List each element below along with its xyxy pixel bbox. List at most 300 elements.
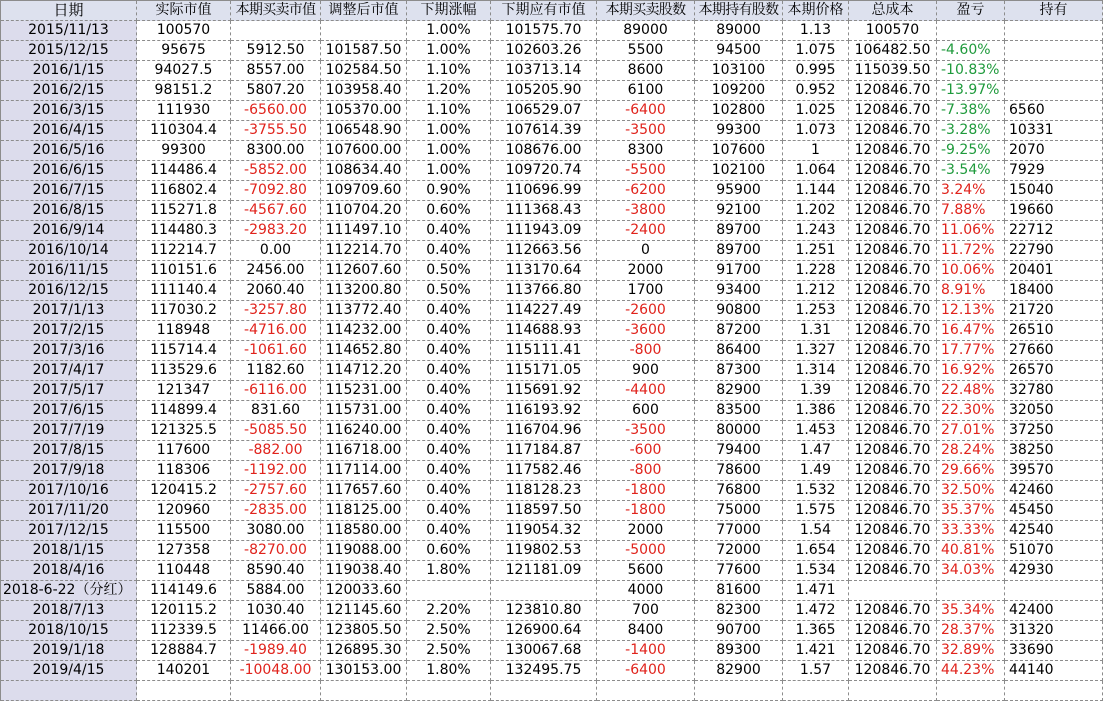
cell-date[interactable]: 2016/12/15 — [1, 281, 137, 301]
cell-trade-shares[interactable]: -4400 — [597, 381, 695, 401]
cell-holding[interactable]: 31320 — [1005, 621, 1103, 641]
cell-trade-shares[interactable]: -2600 — [597, 301, 695, 321]
cell-next-growth[interactable]: 0.40% — [407, 381, 491, 401]
cell-next-target-value[interactable]: 111368.43 — [491, 201, 597, 221]
cell-next-target-value[interactable]: 108676.00 — [491, 141, 597, 161]
cell-total-cost[interactable]: 120846.70 — [849, 661, 937, 681]
cell-profit-loss[interactable]: -4.60% — [937, 41, 1005, 61]
cell-holding[interactable]: 26510 — [1005, 321, 1103, 341]
cell-total-cost[interactable]: 120846.70 — [849, 281, 937, 301]
cell-trade-value[interactable]: -7092.80 — [231, 181, 321, 201]
cell-holding[interactable]: 38250 — [1005, 441, 1103, 461]
cell-adjusted-value[interactable]: 115731.00 — [321, 401, 407, 421]
cell-profit-loss[interactable]: 28.24% — [937, 441, 1005, 461]
cell-price[interactable]: 1.025 — [783, 101, 849, 121]
cell-adjusted-value[interactable]: 114712.20 — [321, 361, 407, 381]
cell-date[interactable]: 2016/2/15 — [1, 81, 137, 101]
cell-next-growth[interactable]: 1.00% — [407, 121, 491, 141]
cell-trade-value[interactable]: -1192.00 — [231, 461, 321, 481]
cell-actual-value[interactable]: 127358 — [137, 541, 231, 561]
cell-date[interactable]: 2015/12/15 — [1, 41, 137, 61]
cell-holding[interactable]: 20401 — [1005, 261, 1103, 281]
cell-trade-shares[interactable]: -3600 — [597, 321, 695, 341]
cell-trade-shares[interactable]: -6400 — [597, 661, 695, 681]
cell-total-cost[interactable]: 120846.70 — [849, 501, 937, 521]
header-next-target-value[interactable]: 下期应有市值 — [491, 1, 597, 21]
cell-profit-loss[interactable]: 32.89% — [937, 641, 1005, 661]
cell-held-shares[interactable]: 78600 — [695, 461, 783, 481]
cell-price[interactable]: 1.31 — [783, 321, 849, 341]
cell-next-growth[interactable]: 0.40% — [407, 501, 491, 521]
cell-actual-value[interactable]: 110448 — [137, 561, 231, 581]
cell-held-shares[interactable]: 81600 — [695, 581, 783, 601]
cell-trade-value[interactable]: -6560.00 — [231, 101, 321, 121]
cell-next-target-value[interactable]: 118597.50 — [491, 501, 597, 521]
cell-trade-shares[interactable]: -600 — [597, 441, 695, 461]
cell-total-cost[interactable]: 120846.70 — [849, 241, 937, 261]
cell-price[interactable]: 1.386 — [783, 401, 849, 421]
cell-next-target-value[interactable]: 115171.05 — [491, 361, 597, 381]
cell-total-cost[interactable]: 100570 — [849, 21, 937, 41]
cell-next-target-value[interactable]: 106529.07 — [491, 101, 597, 121]
cell-adjusted-value[interactable]: 112607.60 — [321, 261, 407, 281]
cell-price[interactable]: 1.13 — [783, 21, 849, 41]
cell-next-target-value[interactable]: 113766.80 — [491, 281, 597, 301]
cell-held-shares[interactable]: 89300 — [695, 641, 783, 661]
cell-trade-value[interactable]: -4567.60 — [231, 201, 321, 221]
cell-next-growth[interactable]: 1.00% — [407, 141, 491, 161]
cell-date[interactable]: 2016/3/15 — [1, 101, 137, 121]
cell-actual-value[interactable]: 115500 — [137, 521, 231, 541]
cell-trade-shares[interactable]: 4000 — [597, 581, 695, 601]
cell-profit-loss[interactable]: 32.50% — [937, 481, 1005, 501]
cell-trade-value[interactable]: 8590.40 — [231, 561, 321, 581]
cell-trade-value[interactable]: 3080.00 — [231, 521, 321, 541]
cell-trade-value[interactable]: -2835.00 — [231, 501, 321, 521]
cell-date[interactable]: 2019/4/15 — [1, 661, 137, 681]
cell-price[interactable]: 1.654 — [783, 541, 849, 561]
cell-price[interactable]: 1.471 — [783, 581, 849, 601]
cell-holding[interactable]: 45450 — [1005, 501, 1103, 521]
cell-next-target-value[interactable]: 103713.14 — [491, 61, 597, 81]
empty-cell[interactable] — [407, 681, 491, 701]
cell-profit-loss[interactable]: 11.72% — [937, 241, 1005, 261]
cell-date[interactable]: 2016/6/15 — [1, 161, 137, 181]
cell-profit-loss[interactable]: 28.37% — [937, 621, 1005, 641]
cell-price[interactable]: 1.57 — [783, 661, 849, 681]
cell-date[interactable]: 2019/1/18 — [1, 641, 137, 661]
cell-next-target-value[interactable]: 107614.39 — [491, 121, 597, 141]
cell-trade-shares[interactable]: -800 — [597, 461, 695, 481]
cell-profit-loss[interactable]: 16.92% — [937, 361, 1005, 381]
cell-total-cost[interactable]: 106482.50 — [849, 41, 937, 61]
cell-next-target-value[interactable]: 118128.23 — [491, 481, 597, 501]
cell-held-shares[interactable]: 76800 — [695, 481, 783, 501]
header-profit-loss[interactable]: 盈亏 — [937, 1, 1005, 21]
cell-trade-shares[interactable]: -1800 — [597, 501, 695, 521]
cell-next-target-value[interactable]: 119054.32 — [491, 521, 597, 541]
cell-trade-shares[interactable]: 8300 — [597, 141, 695, 161]
cell-actual-value[interactable]: 120115.2 — [137, 601, 231, 621]
cell-trade-shares[interactable]: 900 — [597, 361, 695, 381]
cell-total-cost[interactable]: 120846.70 — [849, 261, 937, 281]
cell-trade-shares[interactable]: -1800 — [597, 481, 695, 501]
cell-adjusted-value[interactable]: 116240.00 — [321, 421, 407, 441]
cell-next-growth[interactable] — [407, 581, 491, 601]
cell-adjusted-value[interactable]: 123805.50 — [321, 621, 407, 641]
cell-adjusted-value[interactable]: 120033.60 — [321, 581, 407, 601]
cell-actual-value[interactable]: 121325.5 — [137, 421, 231, 441]
cell-date[interactable]: 2016/4/15 — [1, 121, 137, 141]
cell-profit-loss[interactable]: -3.54% — [937, 161, 1005, 181]
cell-date[interactable]: 2017/10/16 — [1, 481, 137, 501]
cell-next-target-value[interactable]: 110696.99 — [491, 181, 597, 201]
cell-trade-value[interactable]: -3257.80 — [231, 301, 321, 321]
cell-adjusted-value[interactable]: 114232.00 — [321, 321, 407, 341]
cell-price[interactable]: 1.39 — [783, 381, 849, 401]
cell-adjusted-value[interactable]: 116718.00 — [321, 441, 407, 461]
cell-profit-loss[interactable]: -10.83% — [937, 61, 1005, 81]
cell-next-growth[interactable]: 0.40% — [407, 341, 491, 361]
cell-holding[interactable]: 42400 — [1005, 601, 1103, 621]
cell-holding[interactable]: 37250 — [1005, 421, 1103, 441]
cell-next-target-value[interactable]: 109720.74 — [491, 161, 597, 181]
cell-holding[interactable]: 7929 — [1005, 161, 1103, 181]
cell-trade-value[interactable]: 11466.00 — [231, 621, 321, 641]
cell-adjusted-value[interactable]: 118125.00 — [321, 501, 407, 521]
cell-next-target-value[interactable]: 130067.68 — [491, 641, 597, 661]
cell-held-shares[interactable]: 86400 — [695, 341, 783, 361]
cell-trade-value[interactable]: 831.60 — [231, 401, 321, 421]
cell-actual-value[interactable]: 118306 — [137, 461, 231, 481]
cell-held-shares[interactable]: 107600 — [695, 141, 783, 161]
cell-total-cost[interactable]: 120846.70 — [849, 101, 937, 121]
cell-adjusted-value[interactable]: 105370.00 — [321, 101, 407, 121]
cell-adjusted-value[interactable]: 126895.30 — [321, 641, 407, 661]
cell-actual-value[interactable]: 94027.5 — [137, 61, 231, 81]
cell-next-target-value[interactable]: 114227.49 — [491, 301, 597, 321]
empty-cell[interactable] — [849, 681, 937, 701]
cell-price[interactable]: 1.064 — [783, 161, 849, 181]
cell-holding[interactable]: 18400 — [1005, 281, 1103, 301]
cell-trade-value[interactable]: -5852.00 — [231, 161, 321, 181]
cell-next-target-value[interactable]: 121181.09 — [491, 561, 597, 581]
cell-adjusted-value[interactable]: 110704.20 — [321, 201, 407, 221]
cell-next-target-value[interactable]: 102603.26 — [491, 41, 597, 61]
cell-actual-value[interactable]: 121347 — [137, 381, 231, 401]
cell-next-growth[interactable]: 1.20% — [407, 81, 491, 101]
cell-total-cost[interactable]: 120846.70 — [849, 561, 937, 581]
cell-holding[interactable]: 27660 — [1005, 341, 1103, 361]
cell-held-shares[interactable]: 91700 — [695, 261, 783, 281]
cell-profit-loss[interactable]: -9.25% — [937, 141, 1005, 161]
cell-actual-value[interactable]: 117030.2 — [137, 301, 231, 321]
cell-next-growth[interactable]: 1.00% — [407, 41, 491, 61]
cell-date[interactable]: 2017/5/17 — [1, 381, 137, 401]
cell-trade-value[interactable]: -882.00 — [231, 441, 321, 461]
cell-date[interactable]: 2017/3/16 — [1, 341, 137, 361]
cell-held-shares[interactable]: 99300 — [695, 121, 783, 141]
cell-total-cost[interactable]: 120846.70 — [849, 341, 937, 361]
cell-trade-value[interactable]: -1061.60 — [231, 341, 321, 361]
cell-trade-shares[interactable]: -3500 — [597, 421, 695, 441]
cell-actual-value[interactable]: 112339.5 — [137, 621, 231, 641]
cell-total-cost[interactable]: 120846.70 — [849, 401, 937, 421]
cell-adjusted-value[interactable]: 130153.00 — [321, 661, 407, 681]
cell-date[interactable]: 2017/6/15 — [1, 401, 137, 421]
cell-actual-value[interactable]: 120415.2 — [137, 481, 231, 501]
cell-next-target-value[interactable]: 115691.92 — [491, 381, 597, 401]
cell-adjusted-value[interactable]: 106548.90 — [321, 121, 407, 141]
cell-adjusted-value[interactable]: 121145.60 — [321, 601, 407, 621]
cell-profit-loss[interactable]: 8.91% — [937, 281, 1005, 301]
cell-trade-value[interactable]: -1989.40 — [231, 641, 321, 661]
cell-next-growth[interactable]: 1.10% — [407, 61, 491, 81]
cell-price[interactable]: 1.49 — [783, 461, 849, 481]
cell-trade-shares[interactable]: -6400 — [597, 101, 695, 121]
header-actual-value[interactable]: 实际市值 — [137, 1, 231, 21]
cell-held-shares[interactable]: 82300 — [695, 601, 783, 621]
cell-holding[interactable]: 6560 — [1005, 101, 1103, 121]
cell-total-cost[interactable]: 120846.70 — [849, 381, 937, 401]
cell-holding[interactable] — [1005, 41, 1103, 61]
cell-total-cost[interactable]: 120846.70 — [849, 221, 937, 241]
cell-held-shares[interactable]: 89700 — [695, 241, 783, 261]
cell-trade-value[interactable]: 8300.00 — [231, 141, 321, 161]
cell-holding[interactable] — [1005, 61, 1103, 81]
cell-trade-shares[interactable]: -5000 — [597, 541, 695, 561]
cell-actual-value[interactable]: 115271.8 — [137, 201, 231, 221]
cell-held-shares[interactable]: 90700 — [695, 621, 783, 641]
cell-held-shares[interactable]: 87300 — [695, 361, 783, 381]
cell-price[interactable]: 1.212 — [783, 281, 849, 301]
cell-price[interactable]: 1.453 — [783, 421, 849, 441]
cell-trade-value[interactable]: 2060.40 — [231, 281, 321, 301]
cell-holding[interactable]: 42930 — [1005, 561, 1103, 581]
cell-date[interactable]: 2017/8/15 — [1, 441, 137, 461]
cell-holding[interactable]: 22790 — [1005, 241, 1103, 261]
cell-total-cost[interactable]: 120846.70 — [849, 141, 937, 161]
cell-actual-value[interactable]: 95675 — [137, 41, 231, 61]
cell-total-cost[interactable]: 120846.70 — [849, 481, 937, 501]
cell-profit-loss[interactable]: 40.81% — [937, 541, 1005, 561]
cell-trade-value[interactable]: 5884.00 — [231, 581, 321, 601]
cell-date[interactable]: 2018/1/15 — [1, 541, 137, 561]
cell-trade-value[interactable]: 5912.50 — [231, 41, 321, 61]
cell-actual-value[interactable]: 114149.6 — [137, 581, 231, 601]
cell-date[interactable]: 2016/11/15 — [1, 261, 137, 281]
cell-held-shares[interactable]: 80000 — [695, 421, 783, 441]
cell-holding[interactable]: 33690 — [1005, 641, 1103, 661]
cell-actual-value[interactable]: 112214.7 — [137, 241, 231, 261]
empty-cell[interactable] — [597, 681, 695, 701]
cell-holding[interactable] — [1005, 81, 1103, 101]
cell-next-growth[interactable]: 1.80% — [407, 661, 491, 681]
cell-profit-loss[interactable]: 11.06% — [937, 221, 1005, 241]
cell-trade-value[interactable]: -10048.00 — [231, 661, 321, 681]
cell-held-shares[interactable]: 94500 — [695, 41, 783, 61]
cell-holding[interactable]: 26570 — [1005, 361, 1103, 381]
cell-total-cost[interactable]: 120846.70 — [849, 361, 937, 381]
cell-trade-value[interactable]: 0.00 — [231, 241, 321, 261]
cell-price[interactable]: 1.472 — [783, 601, 849, 621]
cell-trade-value[interactable]: -4716.00 — [231, 321, 321, 341]
cell-total-cost[interactable]: 120846.70 — [849, 601, 937, 621]
cell-held-shares[interactable]: 90800 — [695, 301, 783, 321]
cell-holding[interactable]: 19660 — [1005, 201, 1103, 221]
cell-total-cost[interactable]: 120846.70 — [849, 421, 937, 441]
cell-price[interactable]: 1.202 — [783, 201, 849, 221]
cell-adjusted-value[interactable]: 113200.80 — [321, 281, 407, 301]
empty-cell[interactable] — [937, 681, 1005, 701]
cell-price[interactable]: 1.534 — [783, 561, 849, 581]
cell-total-cost[interactable]: 120846.70 — [849, 641, 937, 661]
cell-price[interactable]: 1.075 — [783, 41, 849, 61]
empty-cell[interactable] — [695, 681, 783, 701]
cell-date[interactable]: 2016/8/15 — [1, 201, 137, 221]
cell-total-cost[interactable]: 120846.70 — [849, 301, 937, 321]
cell-profit-loss[interactable]: 22.30% — [937, 401, 1005, 421]
header-holding[interactable]: 持有 — [1005, 1, 1103, 21]
cell-date[interactable]: 2016/5/16 — [1, 141, 137, 161]
cell-profit-loss[interactable]: 7.88% — [937, 201, 1005, 221]
cell-date[interactable]: 2018/10/15 — [1, 621, 137, 641]
cell-holding[interactable]: 42460 — [1005, 481, 1103, 501]
cell-adjusted-value[interactable]: 115231.00 — [321, 381, 407, 401]
cell-next-target-value[interactable]: 115111.41 — [491, 341, 597, 361]
cell-adjusted-value[interactable]: 103958.40 — [321, 81, 407, 101]
cell-holding[interactable] — [1005, 581, 1103, 601]
cell-next-growth[interactable]: 0.40% — [407, 301, 491, 321]
header-adjusted-value[interactable]: 调整后市值 — [321, 1, 407, 21]
cell-next-target-value[interactable]: 126900.64 — [491, 621, 597, 641]
cell-held-shares[interactable]: 92100 — [695, 201, 783, 221]
cell-next-growth[interactable]: 0.90% — [407, 181, 491, 201]
cell-holding[interactable]: 22712 — [1005, 221, 1103, 241]
empty-cell[interactable] — [783, 681, 849, 701]
cell-total-cost[interactable] — [849, 581, 937, 601]
cell-holding[interactable]: 42540 — [1005, 521, 1103, 541]
empty-cell[interactable] — [1, 681, 137, 701]
cell-trade-value[interactable]: -5085.50 — [231, 421, 321, 441]
cell-adjusted-value[interactable]: 114652.80 — [321, 341, 407, 361]
cell-actual-value[interactable]: 114899.4 — [137, 401, 231, 421]
cell-next-growth[interactable]: 0.40% — [407, 461, 491, 481]
cell-trade-shares[interactable]: 600 — [597, 401, 695, 421]
cell-actual-value[interactable]: 110304.4 — [137, 121, 231, 141]
cell-next-growth[interactable]: 2.20% — [407, 601, 491, 621]
cell-price[interactable]: 1.073 — [783, 121, 849, 141]
cell-date[interactable]: 2017/12/15 — [1, 521, 137, 541]
cell-date[interactable]: 2018/4/16 — [1, 561, 137, 581]
header-held-shares[interactable]: 本期持有股数 — [695, 1, 783, 21]
cell-price[interactable]: 1.144 — [783, 181, 849, 201]
cell-date[interactable]: 2016/9/14 — [1, 221, 137, 241]
cell-next-target-value[interactable]: 117582.46 — [491, 461, 597, 481]
cell-held-shares[interactable]: 93400 — [695, 281, 783, 301]
cell-price[interactable]: 1.532 — [783, 481, 849, 501]
cell-adjusted-value[interactable] — [321, 21, 407, 41]
cell-actual-value[interactable]: 114486.4 — [137, 161, 231, 181]
cell-trade-value[interactable]: 8557.00 — [231, 61, 321, 81]
cell-price[interactable]: 1.314 — [783, 361, 849, 381]
header-price[interactable]: 本期价格 — [783, 1, 849, 21]
cell-next-growth[interactable]: 2.50% — [407, 621, 491, 641]
cell-trade-value[interactable] — [231, 21, 321, 41]
cell-date[interactable]: 2016/7/15 — [1, 181, 137, 201]
cell-profit-loss[interactable]: 33.33% — [937, 521, 1005, 541]
cell-actual-value[interactable]: 99300 — [137, 141, 231, 161]
cell-actual-value[interactable]: 118948 — [137, 321, 231, 341]
cell-total-cost[interactable]: 120846.70 — [849, 201, 937, 221]
cell-held-shares[interactable]: 82900 — [695, 661, 783, 681]
cell-total-cost[interactable]: 120846.70 — [849, 521, 937, 541]
cell-adjusted-value[interactable]: 109709.60 — [321, 181, 407, 201]
cell-profit-loss[interactable]: 10.06% — [937, 261, 1005, 281]
cell-price[interactable]: 1.421 — [783, 641, 849, 661]
cell-held-shares[interactable]: 72000 — [695, 541, 783, 561]
cell-next-target-value[interactable]: 119802.53 — [491, 541, 597, 561]
cell-profit-loss[interactable]: 12.13% — [937, 301, 1005, 321]
cell-total-cost[interactable]: 120846.70 — [849, 161, 937, 181]
cell-next-growth[interactable]: 1.00% — [407, 161, 491, 181]
cell-next-growth[interactable]: 0.40% — [407, 521, 491, 541]
cell-next-growth[interactable]: 1.80% — [407, 561, 491, 581]
cell-profit-loss[interactable] — [937, 581, 1005, 601]
cell-price[interactable]: 1.327 — [783, 341, 849, 361]
cell-price[interactable]: 1 — [783, 141, 849, 161]
cell-held-shares[interactable]: 79400 — [695, 441, 783, 461]
cell-profit-loss[interactable] — [937, 21, 1005, 41]
cell-price[interactable]: 1.54 — [783, 521, 849, 541]
cell-price[interactable]: 1.575 — [783, 501, 849, 521]
cell-holding[interactable]: 44140 — [1005, 661, 1103, 681]
cell-next-growth[interactable]: 0.40% — [407, 361, 491, 381]
cell-actual-value[interactable]: 100570 — [137, 21, 231, 41]
cell-trade-shares[interactable]: 700 — [597, 601, 695, 621]
cell-total-cost[interactable]: 120846.70 — [849, 541, 937, 561]
cell-actual-value[interactable]: 116802.4 — [137, 181, 231, 201]
cell-total-cost[interactable]: 120846.70 — [849, 461, 937, 481]
cell-actual-value[interactable]: 128884.7 — [137, 641, 231, 661]
cell-held-shares[interactable]: 102100 — [695, 161, 783, 181]
cell-next-growth[interactable]: 0.40% — [407, 321, 491, 341]
cell-next-target-value[interactable]: 101575.70 — [491, 21, 597, 41]
cell-profit-loss[interactable]: 17.77% — [937, 341, 1005, 361]
cell-date[interactable]: 2017/9/18 — [1, 461, 137, 481]
cell-price[interactable]: 0.952 — [783, 81, 849, 101]
cell-total-cost[interactable]: 120846.70 — [849, 321, 937, 341]
cell-holding[interactable]: 32780 — [1005, 381, 1103, 401]
cell-trade-shares[interactable]: -6200 — [597, 181, 695, 201]
cell-holding[interactable]: 21720 — [1005, 301, 1103, 321]
cell-profit-loss[interactable]: 34.03% — [937, 561, 1005, 581]
cell-next-growth[interactable]: 0.60% — [407, 541, 491, 561]
cell-total-cost[interactable]: 120846.70 — [849, 81, 937, 101]
cell-trade-shares[interactable]: 6100 — [597, 81, 695, 101]
cell-trade-shares[interactable]: -3800 — [597, 201, 695, 221]
cell-held-shares[interactable]: 77600 — [695, 561, 783, 581]
cell-date[interactable]: 2015/11/13 — [1, 21, 137, 41]
cell-next-growth[interactable]: 1.00% — [407, 21, 491, 41]
cell-total-cost[interactable]: 120846.70 — [849, 181, 937, 201]
cell-trade-value[interactable]: -2757.60 — [231, 481, 321, 501]
cell-next-growth[interactable]: 0.40% — [407, 221, 491, 241]
cell-held-shares[interactable]: 102800 — [695, 101, 783, 121]
cell-next-target-value[interactable]: 112663.56 — [491, 241, 597, 261]
cell-profit-loss[interactable]: -3.28% — [937, 121, 1005, 141]
cell-date[interactable]: 2018-6-22（分红） — [1, 581, 137, 601]
